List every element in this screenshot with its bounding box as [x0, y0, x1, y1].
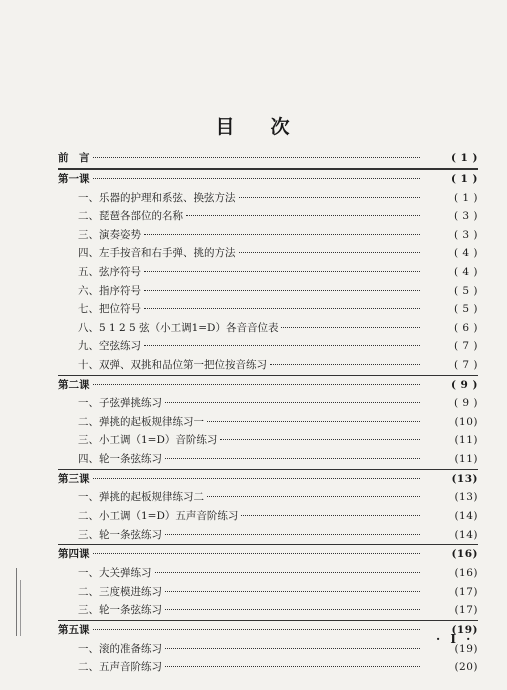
toc-item-row[interactable]	[58, 300, 478, 319]
toc-page-number: ( 3 )	[453, 228, 478, 241]
toc-page-number: ( 4 )	[453, 247, 478, 260]
toc-item-row[interactable]	[58, 244, 478, 263]
leader-dots	[207, 496, 420, 497]
toc-lesson-row[interactable]	[58, 621, 478, 640]
toc-entry-label: 八、5 1 2 5 弦（小工调1=D）各音音位表	[78, 321, 279, 334]
page-title	[0, 112, 507, 139]
toc-entry-label: 四、轮一条弦练习	[78, 453, 162, 466]
page-number: · I ·	[436, 632, 474, 646]
leader-dots	[165, 666, 420, 667]
toc-entry-label: 前 言	[58, 152, 90, 164]
toc-entry-label: 一、滚的准备练习	[78, 642, 162, 655]
leader-dots	[93, 629, 421, 630]
toc-entry-label: 二、弹挑的起板规律练习一	[78, 415, 204, 428]
toc-item-row[interactable]	[58, 431, 478, 450]
toc-entry-label: 一、弹挑的起板规律练习二	[78, 491, 204, 504]
toc-page-number: (16)	[451, 548, 478, 561]
toc-page-number: (20)	[454, 661, 478, 674]
toc-entry-label: 三、演奏姿势	[78, 228, 141, 241]
toc-page-number: (10)	[454, 415, 478, 428]
toc-item-row[interactable]	[58, 507, 478, 526]
toc-page-number: ( 5 )	[453, 303, 478, 316]
title-char-2: 次	[270, 116, 292, 138]
leader-dots	[144, 290, 420, 291]
title-char-1: 目	[215, 116, 237, 138]
leader-dots	[93, 478, 421, 479]
toc-page-number: ( 6 )	[453, 321, 478, 334]
toc-entry-label: 五、弦序符号	[78, 265, 141, 278]
toc-item-row[interactable]	[58, 583, 478, 602]
toc-page-number: (13)	[454, 491, 478, 504]
toc-item-row[interactable]	[58, 282, 478, 301]
toc-item-row[interactable]	[58, 189, 478, 208]
toc-item-row[interactable]	[58, 601, 478, 620]
leader-dots	[93, 178, 421, 179]
toc-page-number: (11)	[454, 453, 478, 466]
leader-dots	[144, 308, 420, 309]
leader-dots	[165, 648, 420, 649]
leader-dots	[241, 515, 420, 516]
leader-dots	[165, 609, 420, 610]
toc-page-number: (14)	[454, 510, 478, 523]
toc-page-number: (19)	[454, 642, 478, 655]
leader-dots	[207, 421, 420, 422]
toc-lesson-row[interactable]	[58, 470, 478, 489]
leader-dots	[165, 591, 420, 592]
toc-page-number: ( 9 )	[453, 397, 478, 410]
toc-entry-label: 二、五声音阶练习	[78, 661, 162, 674]
leader-dots	[144, 345, 420, 346]
toc-item-row[interactable]	[58, 526, 478, 545]
margin-line	[20, 580, 21, 636]
table-of-contents	[58, 149, 478, 677]
toc-item-row[interactable]	[58, 564, 478, 583]
toc-page-number: (19)	[451, 623, 478, 636]
leader-dots	[165, 534, 420, 535]
toc-item-row[interactable]	[58, 394, 478, 413]
toc-entry-label: 第二课	[58, 378, 90, 391]
toc-page-number: (16)	[454, 567, 478, 579]
leader-dots	[270, 364, 420, 365]
toc-page-number: ( 1 )	[450, 172, 478, 185]
toc-entry-label: 一、乐器的护理和系弦、换弦方法	[78, 191, 236, 204]
toc-page-number: ( 3 )	[453, 210, 478, 223]
leader-dots	[239, 252, 421, 253]
leader-dots	[93, 384, 421, 385]
toc-entry-label: 七、把位符号	[78, 303, 141, 316]
leader-dots	[186, 215, 420, 216]
toc-item-row[interactable]	[58, 413, 478, 432]
toc-page-number: ( 7 )	[453, 358, 478, 371]
toc-page-number: (13)	[451, 472, 478, 485]
toc-entry-label: 二、三度模进练习	[78, 585, 162, 598]
margin-line	[16, 568, 17, 636]
toc-lesson-row[interactable]	[58, 545, 478, 564]
toc-page-number: (17)	[454, 585, 478, 598]
leader-dots	[220, 439, 420, 440]
leader-dots	[165, 458, 420, 459]
toc-entry-label: 第五课	[58, 623, 90, 636]
toc-item-row[interactable]	[58, 319, 478, 338]
toc-item-row[interactable]	[58, 337, 478, 356]
toc-entry-label: 第三课	[58, 472, 90, 485]
toc-page-number: (11)	[454, 434, 478, 447]
toc-entry-label: 十、双弹、双挑和品位第一把位按音练习	[78, 358, 267, 371]
toc-entry-label: 一、子弦弹挑练习	[78, 397, 162, 410]
toc-page-number: ( 9 )	[450, 378, 478, 391]
toc-item-row[interactable]	[58, 450, 478, 469]
toc-entry-label: 九、空弦练习	[78, 340, 141, 353]
leader-dots	[281, 327, 420, 328]
toc-item-row[interactable]	[58, 356, 478, 375]
toc-item-row[interactable]	[58, 263, 478, 282]
leader-dots	[93, 553, 421, 554]
leader-dots	[239, 197, 421, 198]
toc-page-number: ( 5 )	[453, 284, 478, 297]
leader-dots	[144, 234, 420, 235]
toc-entry-label: 二、琵琶各部位的名称	[78, 210, 183, 223]
leader-dots	[155, 572, 421, 573]
leader-dots	[144, 271, 420, 272]
toc-entry-label: 三、轮一条弦练习	[78, 604, 162, 617]
toc-item-row[interactable]	[58, 640, 478, 659]
toc-item-row[interactable]	[58, 488, 478, 507]
leader-dots	[93, 157, 421, 158]
toc-item-row[interactable]	[58, 207, 478, 226]
toc-page-number: ( 1 )	[450, 152, 478, 164]
toc-lesson-row[interactable]	[58, 376, 478, 395]
toc-lesson-row[interactable]	[58, 170, 478, 189]
toc-page-number: ( 7 )	[453, 340, 478, 353]
toc-entry-label: 三、小工调（1=D）音阶练习	[78, 434, 218, 447]
toc-entry-label: 六、指序符号	[78, 284, 141, 297]
toc-entry-label: 第一课	[58, 172, 90, 185]
toc-item-row[interactable]	[58, 226, 478, 245]
toc-page-number: (17)	[454, 604, 478, 617]
toc-entry-label: 四、左手按音和右手弹、挑的方法	[78, 247, 236, 260]
toc-entry-label: 三、轮一条弦练习	[78, 528, 162, 541]
toc-page-number: ( 1 )	[453, 191, 478, 204]
leader-dots	[165, 402, 420, 403]
toc-entry-label: 第四课	[58, 548, 90, 561]
toc-entry-label: 二、小工调（1=D）五声音阶练习	[78, 510, 239, 523]
toc-page-number: (14)	[454, 528, 478, 541]
toc-entry-label: 一、大关弹练习	[78, 567, 152, 579]
toc-item-row[interactable]	[58, 658, 478, 677]
toc-lesson-row[interactable]	[58, 149, 478, 168]
toc-page-number: ( 4 )	[453, 265, 478, 278]
